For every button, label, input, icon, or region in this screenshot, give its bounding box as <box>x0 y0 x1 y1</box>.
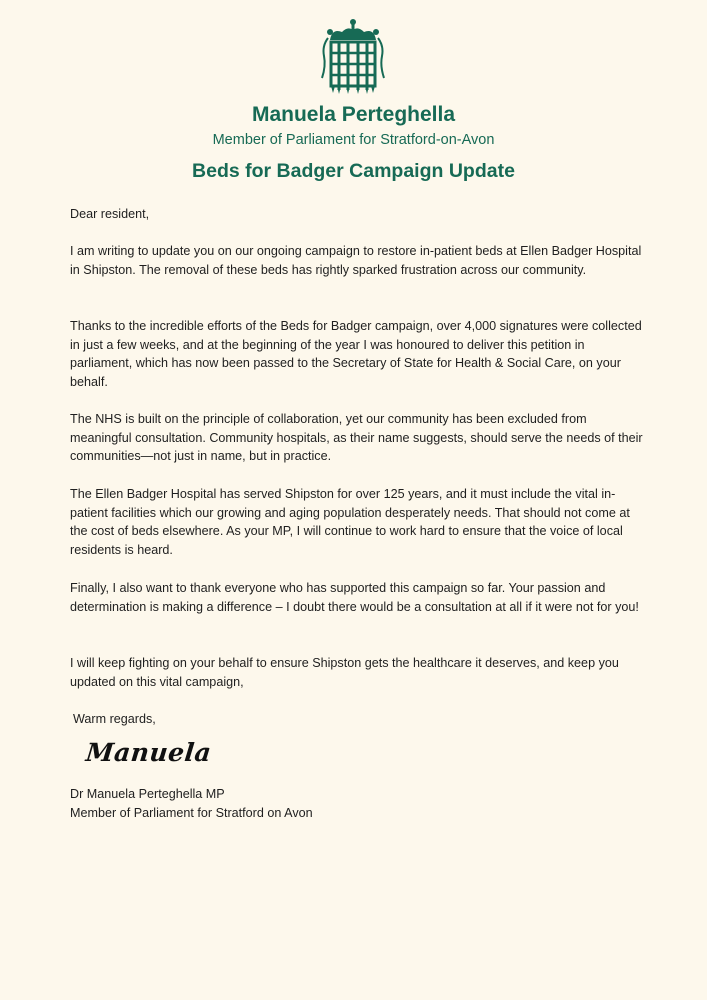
portcullis-crest-icon <box>318 18 388 94</box>
mp-role: Member of Parliament for Stratford-on-Avon <box>212 132 495 148</box>
letter-paragraph: I will keep fighting on your behalf to ensure Shipston gets the healthcare it deserves, and keep you updated on this vital campaign, <box>70 656 619 689</box>
signoff-name: Dr Manuela Perteghella MP <box>70 787 225 801</box>
mp-name: Manuela Perteghella <box>251 103 456 126</box>
letter-title: Beds for Badger Campaign Update <box>192 160 515 182</box>
letter-paragraph: Thanks to the incredible efforts of the Beds for Badger campaign, over 4,000 signatures were collected in just a few weeks, and at the beginning of the year I was honoured to deliver this petition in parliament, which has now been passed to the Secretary of State for Health & Social Care, on your behalf. <box>70 319 642 389</box>
letter-paragraph: The Ellen Badger Hospital has served Shipston for over 125 years, and it must include the vital in-patient facilities which our growing and aging population desperately needs. That should not come at the cost of beds elsewhere. As your MP, I will continue to work hard to ensure that the voice of local residents is heard. <box>70 487 630 557</box>
letter-paragraph: The NHS is built on the principle of collaboration, yet our community has been excluded from meaningful consultation. Community hospitals, as their name suggests, should serve the needs of their communities—not just in name, but in practice. <box>70 412 643 464</box>
letter-paragraph: I am writing to update you on our ongoing campaign to restore in-patient beds at Ellen Badger Hospital in Shipston. The removal of these beds has rightly sparked frustration across our community. <box>70 244 642 277</box>
handwritten-signature: Manuela <box>84 738 213 767</box>
salutation: Dear resident, <box>70 207 150 221</box>
signoff-role: Member of Parliament for Stratford on Avon <box>70 806 313 820</box>
letter-paragraph: Finally, I also want to thank everyone who has supported this campaign so far. Your passion and determination is making a difference – I doubt there would be a consultation at all if it were not for you! <box>70 581 639 614</box>
closing: Warm regards, <box>73 712 156 726</box>
